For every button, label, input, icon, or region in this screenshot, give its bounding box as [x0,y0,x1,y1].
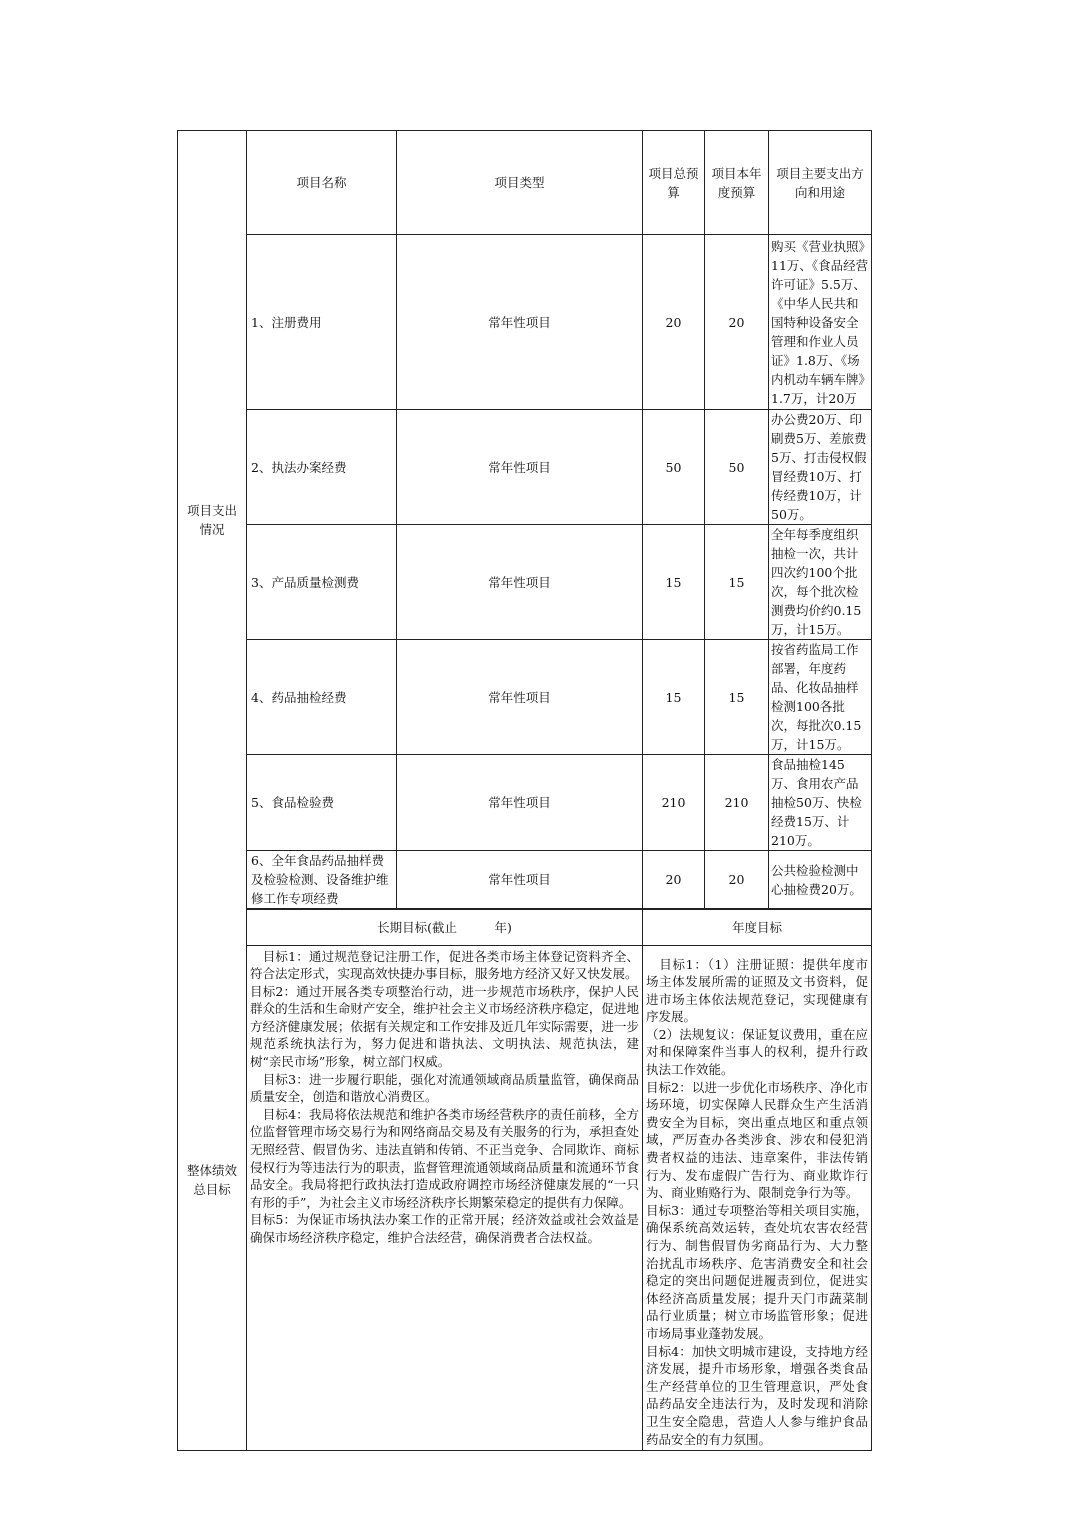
goals-section-label: 整体绩效 总目标 [178,909,247,1451]
total-budget: 210 [643,755,705,851]
total-budget: 50 [643,410,705,525]
annual-goal-header: 年度目标 [643,909,872,945]
total-budget: 20 [643,235,705,410]
long-term-goal-4: 目标4：我局将依法规范和维护各类市场经营秩序的责任前移，全方位监督管理市场交易行为和网络商品交易及有关服务的行为，承担查处无照经营、假冒伪劣、违法直销和传销、不正当竞争、合同欺诈、商标侵权行为等违法行为的职责，监督管理流通领域商品质量和流通环节食品安全。我局将把行政执法打造成政府调控市场经济健康发展的“一只有形的手”，为社会主义市场经济秩序长期繁荣稳定的提供有力保障。 [250,1106,639,1210]
project-name: 4、药品抽检经费 [247,640,397,755]
long-term-goal-2: 目标2：通过开展各类专项整治行动，进一步规范市场秩序，保护人民群众的生活和生命财产安全，维护社会主义市场经济秩序稳定，促进地方经济健康发展；依据有关规定和工作安排及近几年实际需要，进一步规范系统执法行为，努力促进和谐执法、文明执法、规范执法，建树“亲民市场”形象，树立部门权威。 [250,983,639,1070]
annual-budget: 20 [705,235,769,410]
table-row [178,525,872,640]
long-term-goals [247,945,643,1451]
project-name: 2、执法办案经费 [247,410,397,525]
header-project-name: 项目名称 [247,131,397,235]
annual-goal-2: 目标2：以进一步优化市场秩序、净化市场环境，切实保障人民群众生产生活消费安全为目标，突出重点地区和重点领域，严厉查办各类涉食、涉农和侵犯消费者权益的违法、违章案件，非法传销行为、发布虚假广告行为、商业欺诈行为、商业贿赂行为、限制竞争行为等。 [646,1079,868,1201]
budget-table [177,130,872,1451]
purpose-text: 公共检验检测中心抽检费20万。 [769,851,872,910]
budget-table-page [177,130,871,1451]
purpose-text: 全年每季度组织抽检一次，共计四次约100个批次，每个批次检测费均价约0.15万，计15万。 [769,525,872,640]
annual-budget: 210 [705,755,769,851]
header-total-budget: 项目总预 算 [643,131,705,235]
annual-budget: 15 [705,640,769,755]
table-row [178,640,872,755]
total-budget: 20 [643,851,705,910]
purpose-text: 按省药监局工作部署，年度药品、化妆品抽样检测100各批次，每批次0.15万，计15万。 [769,640,872,755]
purpose-text: 食品抽检145万、食用农产品抽检50万、快检经费15万、计210万。 [769,755,872,851]
table-row [178,235,872,410]
table-row [178,410,872,525]
annual-goal-1: 目标1：（1）注册证照：提供年度市场主体发展所需的证照及文书资料，促进市场主体依法规范登记，实现健康有序发展。 [646,956,868,1025]
project-type: 常年性项目 [397,640,643,755]
total-budget: 15 [643,525,705,640]
project-name: 1、注册费用 [247,235,397,410]
project-type: 常年性项目 [397,755,643,851]
table-row [178,755,872,851]
annual-goals [643,945,872,1451]
purpose-text: 办公费20万、印刷费5万、差旅费5万、打击侵权假冒经费10万、打传经费10万，计50万。 [769,410,872,525]
header-project-type: 项目类型 [397,131,643,235]
total-budget: 15 [643,640,705,755]
annual-goal-3: 目标3：通过专项整治等相关项目实施，确保系统高效运转，查处坑农害农经营行为、制售假冒伪劣商品行为、大力整治扰乱市场秩序、危害消费安全和社会稳定的突出问题促进履责到位，促进实体经济高质量发展；提升天门市蔬菜制品行业质量；树立市场监管形象；促进市场局事业蓬勃发展。 [646,1202,868,1341]
project-type: 常年性项目 [397,410,643,525]
project-type: 常年性项目 [397,851,643,910]
project-type: 常年性项目 [397,235,643,410]
annual-budget: 15 [705,525,769,640]
long-term-goal-5: 目标5：为保证市场执法办案工作的正常开展；经济效益或社会效益是确保市场经济秩序稳定，维护合法经营，确保消费者合法权益。 [250,1212,639,1245]
project-name: 5、食品检验费 [247,755,397,851]
project-name: 6、全年食品药品抽样费及检验检测、设备维护维修工作专项经费 [247,851,397,910]
header-purpose: 项目主要支出方 向和用途 [769,131,872,235]
annual-goal-4: 目标4：加快文明城市建设，支持地方经济发展，提升市场形象，增强各类食品生产经营单位的卫生管理意识，严处食品药品安全违法行为，及时发现和消除卫生安全隐患，营造人人参与维护食品药品安全的有力氛围。 [646,1343,868,1447]
annual-budget: 20 [705,851,769,910]
header-annual-budget: 项目本年 度预算 [705,131,769,235]
long-term-goal-1: 目标1：通过规范登记注册工作，促进各类市场主体登记资料齐全、符合法定形式，实现高效快捷办事目标，服务地方经济又好又快发展。 [250,948,639,982]
project-name: 3、产品质量检测费 [247,525,397,640]
table-row [178,851,872,910]
project-type: 常年性项目 [397,525,643,640]
purpose-text: 购买《营业执照》11万、《食品经营许可证》5.5万、《中华人民共和国特种设备安全管理和作业人员证》1.8万、《场内机动车辆车牌》1.7万，计20万 [769,235,872,410]
expense-section-label: 项目支出 情况 [178,131,247,910]
annual-budget: 50 [705,410,769,525]
long-term-goal-header: 长期目标(截止 年) [247,909,643,945]
long-term-goal-3: 目标3：进一步履行职能，强化对流通领域商品质量监管，确保商品质量安全，创造和谐放心消费区。 [250,1071,639,1105]
annual-goal-1-2: （2）法规复议：保证复议费用，重在应对和保障案件当事人的权利，提升行政执法工作效能。 [646,1026,868,1078]
